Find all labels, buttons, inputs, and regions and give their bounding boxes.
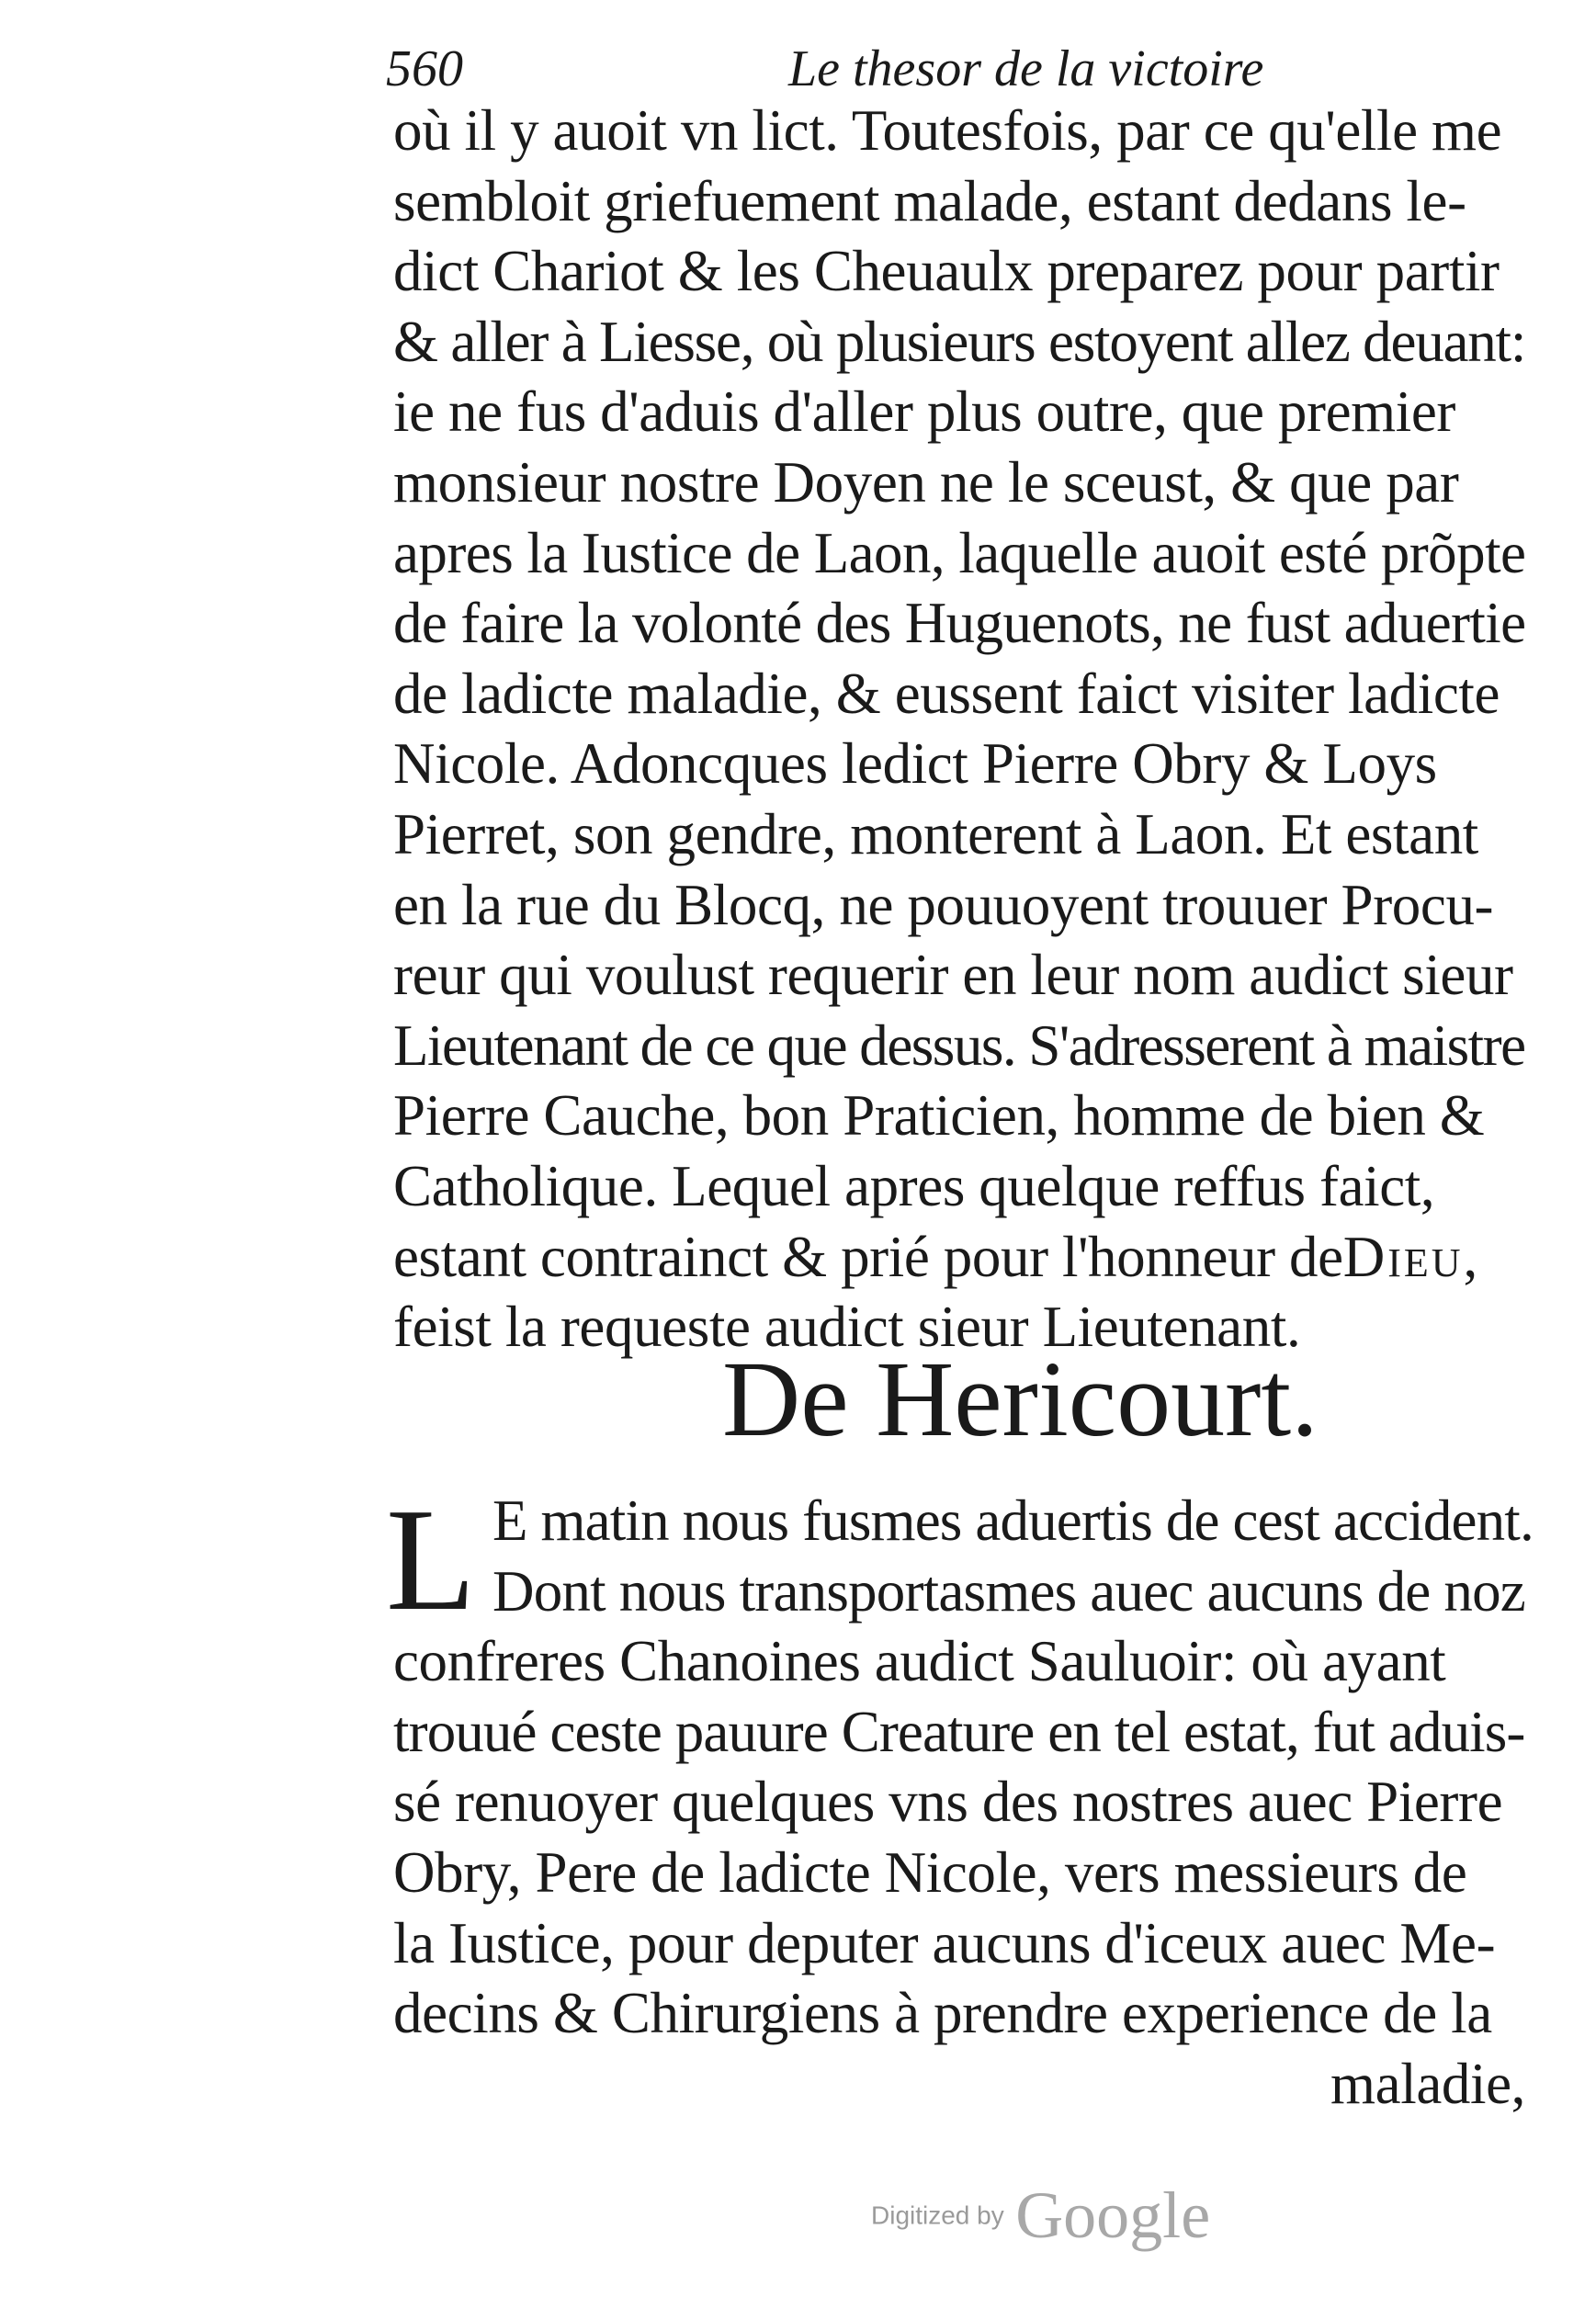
google-logo: Google: [1015, 2178, 1211, 2252]
text-line: monsieur nostre Doyen ne le sceust, & que par: [393, 449, 1459, 515]
first-line-text: E matin nous fusmes aduertis de cest accident.: [492, 1488, 1534, 1553]
text-line: Pierre Cauche, bon Praticien, homme de bien &: [393, 1083, 1485, 1148]
text-line: Lieutenant de ce que dessus. S'adresserent à maistre: [393, 1013, 1525, 1078]
indented-line: Dont nous transportasmes auec aucuns de noz: [492, 1558, 1525, 1624]
running-title: Le thesor de la victoire: [788, 40, 1264, 97]
text-line: dict Chariot & les Cheuaulx preparez pour partir: [393, 239, 1500, 304]
text-line: decins & Chirurgiens à prendre experience de la: [393, 1981, 1492, 2046]
text-line-start: estant contrainct & prié pour l'honneur de: [393, 1224, 1343, 1289]
text-line: trouué ceste pauure Creature en tel estat, fut aduis-: [393, 1699, 1525, 1764]
text-line: ie ne fus d'aduis d'aller plus outre, que premier: [393, 379, 1455, 445]
section-heading: De Hericourt.: [722, 1339, 1319, 1459]
text-line: reur qui voulust requerir en leur nom audict sieur: [393, 943, 1513, 1008]
body-text-top: [393, 96, 1525, 1363]
text-line: en la rue du Blocq, ne pouuoyent trouuer Procu-: [393, 872, 1494, 937]
drop-cap-initial: L: [386, 1477, 475, 1641]
text-line: sé renuoyer quelques vns des nostres auec Pierre: [393, 1770, 1503, 1835]
dieu-word: Dieu: [1342, 1224, 1464, 1289]
text-line: Pierret, son gendre, monterent à Laon. Et estant: [393, 801, 1478, 866]
text-line: la Iustice, pour deputer aucuns d'iceux auec Me-: [393, 1910, 1496, 1975]
catchword: maladie,: [1330, 2051, 1525, 2116]
text-line: où il y auoit vn lict. Toutesfois, par ce qu'elle me: [393, 98, 1502, 163]
text-line: sembloit griefuement malade, estant dedans le-: [393, 168, 1466, 233]
text-line: de faire la volonté des Huguenots, ne fust aduertie: [393, 591, 1526, 656]
body-text-bottom: [386, 1477, 1534, 2119]
text-line-last: feist la requeste audict sieur Lieutenant.: [393, 1295, 1301, 1360]
text-line: apres la Iustice de Laon, laquelle auoit esté prõpte: [393, 520, 1526, 585]
page-number: 560: [386, 40, 463, 97]
digitized-watermark: [871, 2178, 1210, 2254]
text-line-with-dieu: [393, 1222, 1525, 1293]
text-line: Catholique. Lequel apres quelque reffus faict,: [393, 1153, 1435, 1218]
page-header: [386, 37, 1286, 101]
text-line: de ladicte maladie, & eussent faict visiter ladicte: [393, 661, 1500, 726]
dieu-suffix: ,: [1463, 1224, 1477, 1289]
text-line: Obry, Pere de ladicte Nicole, vers messieurs de: [393, 1839, 1467, 1905]
text-line: Nicole. Adoncques ledict Pierre Obry & Loys: [393, 731, 1437, 797]
text-line: confreres Chanoines audict Sauluoir: où ayant: [393, 1629, 1446, 1694]
digitized-label: Digitized by: [871, 2201, 1004, 2230]
text-line: & aller à Liesse, où plusieurs estoyent allez deuant:: [393, 309, 1526, 374]
